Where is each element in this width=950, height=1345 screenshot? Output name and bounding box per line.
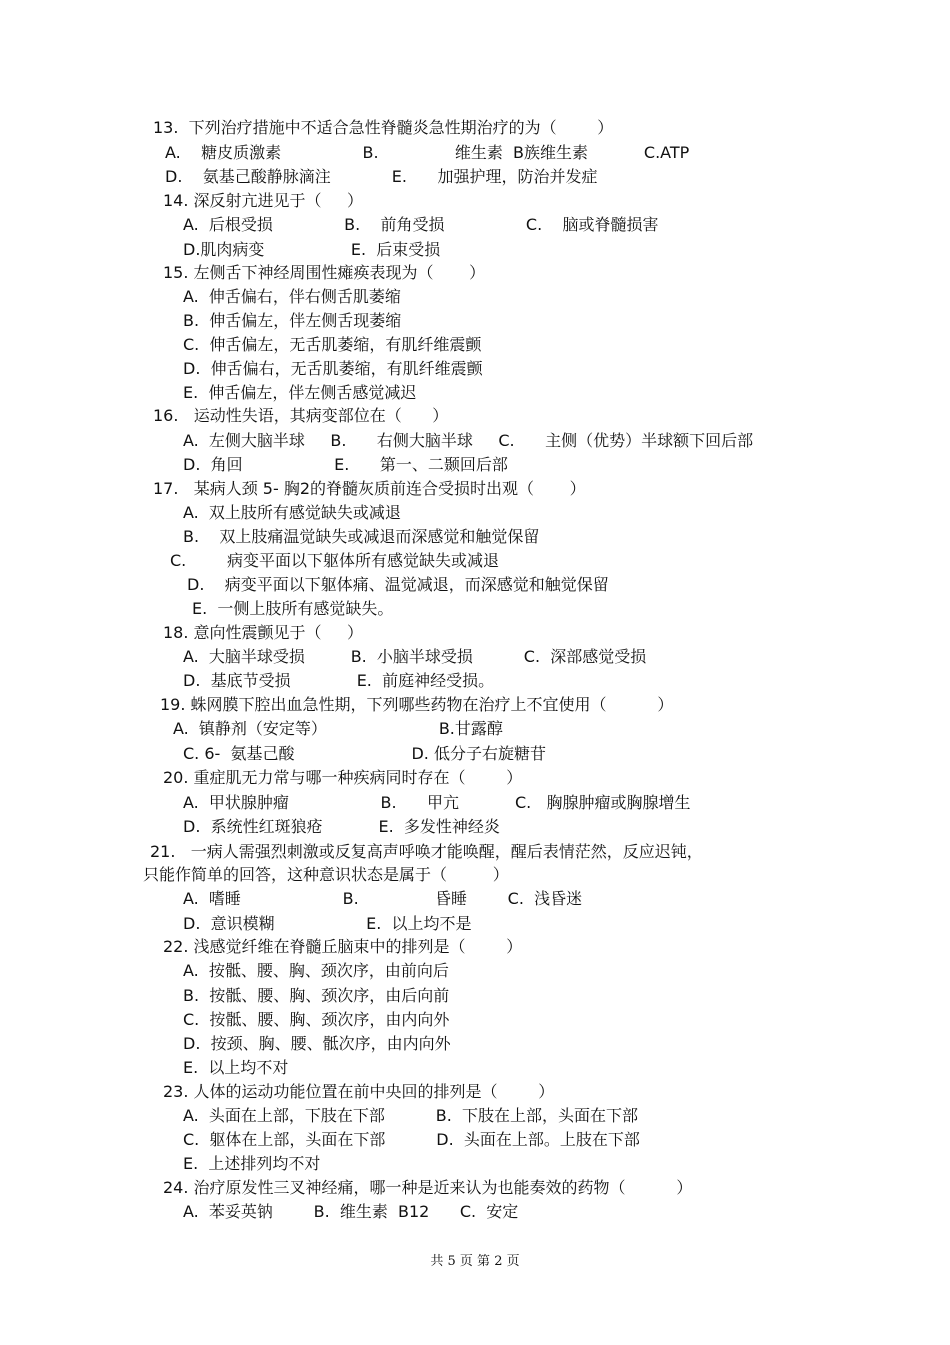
option-17-a: A. 双上肢所有感觉缺失或减退 xyxy=(183,503,401,522)
question-15: 15. 左侧舌下神经周围性瘫痪表现为（ ） xyxy=(163,263,486,282)
question-22: 22. 浅感觉纤维在脊髓丘脑束中的排列是（ ） xyxy=(163,937,523,956)
option-17-e: E. 一侧上肢所有感觉缺失。 xyxy=(192,599,394,618)
option-15-e: E. 伸舌偏左，伴左侧舌感觉减迟 xyxy=(183,383,417,402)
question-17: 17. 某病人颈 5- 胸2的脊髓灰质前连合受损时出观（ ） xyxy=(153,479,586,498)
question-21-line-2: 只能作简单的回答，这种意识状态是属于（ ） xyxy=(143,865,509,884)
question-18: 18. 意向性震颤见于（ ） xyxy=(163,623,363,642)
page-footer: 共 5 页 第 2 页 xyxy=(430,1254,520,1269)
options-23-a-b: A. 头面在上部，下肢在下部 B. 下肢在上部，头面在下部 xyxy=(183,1106,639,1125)
option-22-b: B. 按骶、腰、胸、颈次序，由后向前 xyxy=(183,986,450,1005)
option-15-a: A. 伸舌偏右，伴右侧舌肌萎缩 xyxy=(183,287,401,306)
option-15-b: B. 伸舌偏左，伴左侧舌现萎缩 xyxy=(183,311,402,330)
options-21-a-c: A. 嗜睡 B. 昏睡 C. 浅昏迷 xyxy=(183,889,583,908)
options-19-c-d: C. 6- 氨基己酸 D. 低分子右旋糖苷 xyxy=(183,744,546,763)
options-16-a-c: A. 左侧大脑半球 B. 右侧大脑半球 C. 主侧（优势）半球额下回后部 xyxy=(183,431,754,450)
options-24-a-c: A. 苯妥英钠 B. 维生素 B12 C. 安定 xyxy=(183,1202,519,1221)
options-20-a-c: A. 甲状腺肿瘤 B. 甲亢 C. 胸腺肿瘤或胸腺增生 xyxy=(183,793,691,812)
question-23: 23. 人体的运动功能位置在前中央回的排列是（ ） xyxy=(163,1082,555,1101)
options-20-d-e: D. 系统性红斑狼疮 E. 多发性神经炎 xyxy=(183,817,500,836)
option-17-b: B. 双上肢痛温觉缺失或减退而深感觉和触觉保留 xyxy=(183,527,540,546)
question-20: 20. 重症肌无力常与哪一种疾病同时存在（ ） xyxy=(163,768,523,787)
options-18-d-e: D. 基底节受损 E. 前庭神经受损。 xyxy=(183,671,495,690)
option-15-d: D. 伸舌偏右，无舌肌萎缩，有肌纤维震颤 xyxy=(183,359,483,378)
question-16: 16. 运动性失语，其病变部位在（ ） xyxy=(153,406,449,425)
options-13-a-c: A. 糖皮质激素 B. 维生素 B族维生素 C.ATP xyxy=(165,143,690,162)
option-17-c: C. 病变平面以下躯体所有感觉缺失或减退 xyxy=(170,551,499,570)
options-23-c-d: C. 躯体在上部，头面在下部 D. 头面在上部。上肢在下部 xyxy=(183,1130,640,1149)
question-13: 13. 下列治疗措施中不适合急性脊髓炎急性期治疗的为（ ） xyxy=(153,118,614,137)
option-23-e: E. 上述排列均不对 xyxy=(183,1154,321,1173)
option-22-c: C. 按骶、腰、胸、颈次序，由内向外 xyxy=(183,1010,450,1029)
options-16-d-e: D. 角回 E. 第一、二颞回后部 xyxy=(183,455,508,474)
options-19-a-b: A. 镇静剂（安定等） B.甘露醇 xyxy=(173,719,503,738)
question-19: 19. 蛛网膜下腔出血急性期，下列哪些药物在治疗上不宜使用（ ） xyxy=(160,695,674,714)
option-17-d: D. 病变平面以下躯体痛、温觉减退，而深感觉和触觉保留 xyxy=(187,575,609,594)
options-21-d-e: D. 意识模糊 E. 以上均不是 xyxy=(183,914,472,933)
question-24: 24. 治疗原发性三叉神经痛，哪一种是近来认为也能奏效的药物（ ） xyxy=(163,1178,693,1197)
option-22-d: D. 按颈、胸、腰、骶次序，由内向外 xyxy=(183,1034,451,1053)
option-22-e: E. 以上均不对 xyxy=(183,1058,289,1077)
question-14: 14. 深反射亢进见于（ ） xyxy=(163,191,363,210)
options-13-d-e: D. 氨基己酸静脉滴注 E. 加强护理，防治并发症 xyxy=(165,167,598,186)
options-14-a-c: A. 后根受损 B. 前角受损 C. 脑或脊髓损害 xyxy=(183,215,659,234)
question-21-line-1: 21. 一病人需强烈刺激或反复高声呼唤才能唤醒，醒后表情茫然，反应迟钝， xyxy=(150,842,703,861)
options-14-d-e: D.肌肉病变 E. 后束受损 xyxy=(183,240,441,259)
option-15-c: C. 伸舌偏左，无舌肌萎缩，有肌纤维震颤 xyxy=(183,335,482,354)
option-22-a: A. 按骶、腰、胸、颈次序，由前向后 xyxy=(183,961,449,980)
options-18-a-c: A. 大脑半球受损 B. 小脑半球受损 C. 深部感觉受损 xyxy=(183,647,647,666)
